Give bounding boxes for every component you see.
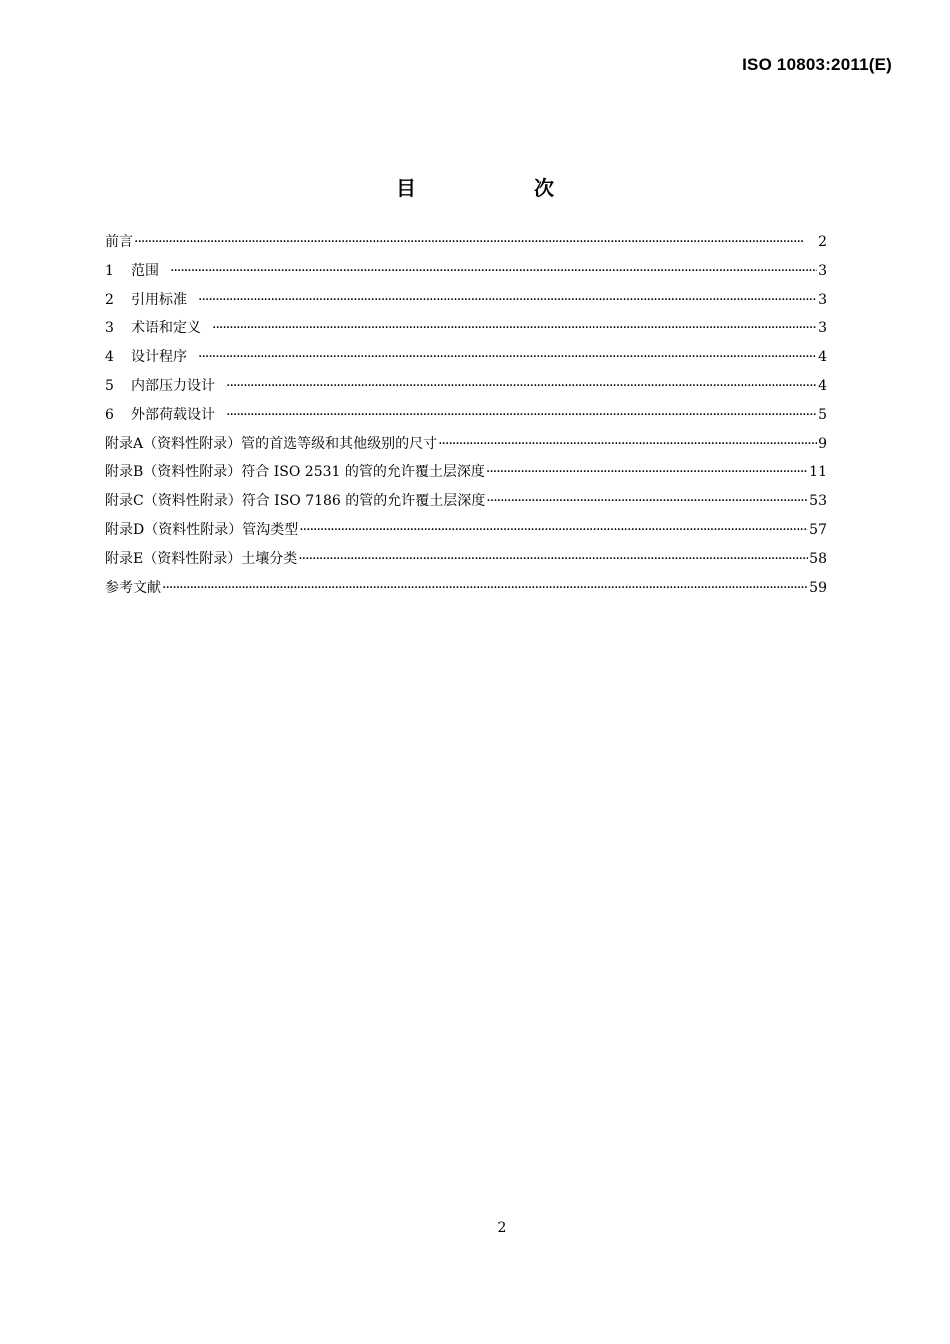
toc-leader-dots <box>198 343 817 372</box>
toc-leader-dots <box>170 257 817 286</box>
toc-entry[interactable] <box>105 487 827 516</box>
toc-leader-dots <box>438 430 817 459</box>
toc-leader-dots <box>298 545 808 574</box>
toc-entry-label: 范围 <box>131 262 159 279</box>
toc-entry-label: 引用标准 <box>131 291 187 308</box>
toc-leader-dots <box>226 372 817 401</box>
toc-entry-page: 4 <box>818 349 827 366</box>
toc-entry[interactable] <box>105 314 827 343</box>
page-number: 2 <box>497 1220 507 1236</box>
toc-entry[interactable] <box>105 286 827 315</box>
toc-entry-number: 4 <box>105 349 114 366</box>
toc-entry[interactable] <box>105 372 827 401</box>
toc-entry-page: 2 <box>818 234 827 250</box>
toc-entry-label: 外部荷载设计 <box>131 406 215 423</box>
toc-leader-dots <box>226 401 817 430</box>
toc-entry[interactable] <box>105 228 827 257</box>
toc-entry-page: 3 <box>818 262 827 279</box>
toc-entry[interactable] <box>105 545 827 574</box>
toc-entry-page: 4 <box>818 377 827 394</box>
toc-leader-dots <box>212 314 817 343</box>
toc-entry-number: 3 <box>105 320 114 337</box>
toc-entry-page: 53 <box>809 493 827 510</box>
toc-entry-label: 附录B（资料性附录）符合 ISO 2531 的管的允许覆土层深度 <box>105 464 485 481</box>
toc-entry-label: 内部压力设计 <box>131 377 215 394</box>
toc-entry-page: 9 <box>818 435 827 452</box>
toc-title <box>0 172 950 201</box>
toc-entry-label: 设计程序 <box>131 349 187 366</box>
toc-entry-label: 附录E（资料性附录）土壤分类 <box>105 550 298 567</box>
toc-entry-page: 57 <box>809 521 827 538</box>
toc-entry-label: 参考文献 <box>105 579 161 596</box>
toc-leader-dots <box>162 574 808 603</box>
toc-entry[interactable] <box>105 343 827 372</box>
toc-entry-page: 3 <box>818 320 827 337</box>
toc-entry-label: 附录D（资料性附录）管沟类型 <box>105 521 299 538</box>
toc-entry-label: 附录C（资料性附录）符合 ISO 7186 的管的允许覆土层深度 <box>105 493 486 510</box>
toc-entry-page: 3 <box>818 291 827 308</box>
toc-leader-dots <box>299 516 808 545</box>
document-id-header: ISO 10803:2011(E) <box>742 55 892 74</box>
toc-entry-label: 附录A（资料性附录）管的首选等级和其他级别的尺寸 <box>105 435 438 452</box>
toc-leader-dots <box>134 228 817 257</box>
toc-leader-dots <box>486 487 808 516</box>
toc-entry-number: 2 <box>105 291 114 308</box>
toc-entry[interactable] <box>105 401 827 430</box>
toc-list <box>105 228 827 602</box>
toc-leader-dots <box>198 286 817 315</box>
toc-title-part1: 目 <box>396 176 416 200</box>
toc-entry-label: 术语和定义 <box>131 320 201 337</box>
toc-title-part2: 次 <box>534 176 554 200</box>
toc-entry-label: 前言 <box>105 234 133 250</box>
toc-entry-page: 5 <box>818 406 827 423</box>
toc-entry-page: 58 <box>809 550 827 567</box>
toc-entry-number: 6 <box>105 406 114 423</box>
toc-entry-page: 11 <box>809 464 827 481</box>
toc-entry[interactable] <box>105 257 827 286</box>
toc-entry-number: 1 <box>105 262 114 279</box>
toc-entry[interactable] <box>105 430 827 459</box>
toc-entry[interactable] <box>105 516 827 545</box>
toc-entry[interactable] <box>105 574 827 603</box>
toc-entry-number: 5 <box>105 377 114 394</box>
toc-entry[interactable] <box>105 458 827 487</box>
toc-entry-page: 59 <box>809 579 827 596</box>
toc-leader-dots <box>486 458 808 487</box>
